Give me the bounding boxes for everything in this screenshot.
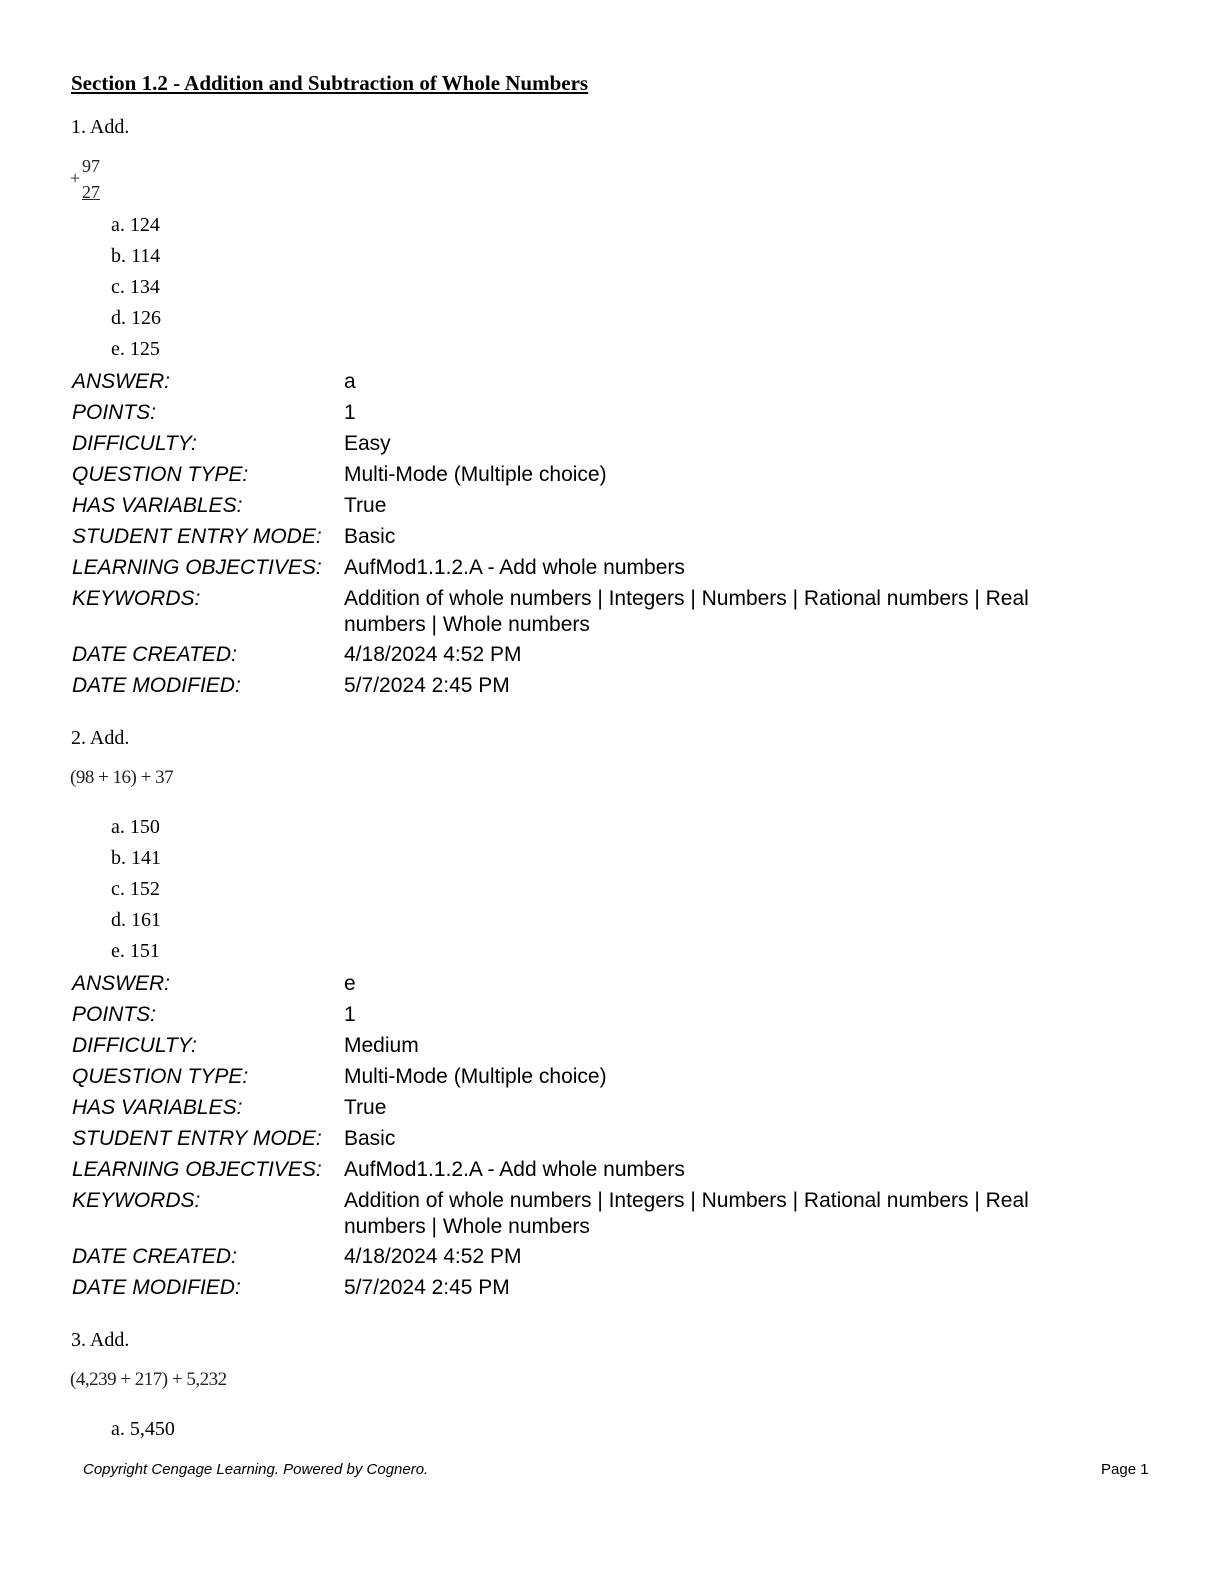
question-type-value: Multi-Mode (Multiple choice) xyxy=(344,1065,607,1088)
points-label: POINTS: xyxy=(72,401,157,424)
points-label: POINTS: xyxy=(72,1003,157,1026)
footer-page-number: Page 1 xyxy=(1101,1461,1149,1478)
answer-value: e xyxy=(344,972,356,995)
answer-label: ANSWER: xyxy=(72,370,171,393)
date-created-value: 4/18/2024 4:52 PM xyxy=(344,1245,522,1268)
question-1-choice-a: a. 124 xyxy=(111,214,160,236)
student-entry-mode-value: Basic xyxy=(344,525,396,548)
keywords-label: KEYWORDS: xyxy=(72,1189,201,1212)
question-1-choice-b: b. 114 xyxy=(111,245,161,267)
date-modified-label: DATE MODIFIED: xyxy=(72,674,241,697)
date-modified-value: 5/7/2024 2:45 PM xyxy=(344,1276,510,1299)
date-modified-value: 5/7/2024 2:45 PM xyxy=(344,674,510,697)
question-type-value: Multi-Mode (Multiple choice) xyxy=(344,463,607,486)
date-created-label: DATE CREATED: xyxy=(72,643,237,666)
has-variables-label: HAS VARIABLES: xyxy=(72,494,243,517)
plus-sign: + xyxy=(70,168,81,188)
section-title: Section 1.2 - Addition and Subtraction of Whole Numbers xyxy=(71,71,589,95)
question-1-choice-d: d. 126 xyxy=(111,307,161,329)
has-variables-value: True xyxy=(344,494,387,517)
answer-value: a xyxy=(344,370,356,393)
question-2-expression: (98 + 16) + 37 xyxy=(70,767,174,788)
date-modified-label: DATE MODIFIED: xyxy=(72,1276,241,1299)
addend-top: 97 xyxy=(82,156,100,176)
question-2-choice-a: a. 150 xyxy=(111,816,160,838)
question-2-title: 2. Add. xyxy=(71,727,130,749)
question-1-title: 1. Add. xyxy=(71,116,130,138)
date-created-label: DATE CREATED: xyxy=(72,1245,237,1268)
question-3-title: 3. Add. xyxy=(71,1329,130,1351)
learning-objectives-value: AufMod1.1.2.A - Add whole numbers xyxy=(344,556,685,579)
question-type-label: QUESTION TYPE: xyxy=(72,1065,249,1088)
question-2-choice-c: c. 152 xyxy=(111,878,160,900)
footer-copyright: Copyright Cengage Learning. Powered by Cognero. xyxy=(83,1461,429,1478)
keywords-label: KEYWORDS: xyxy=(72,587,201,610)
learning-objectives-label: LEARNING OBJECTIVES: xyxy=(72,556,322,579)
learning-objectives-label: LEARNING OBJECTIVES: xyxy=(72,1158,322,1181)
has-variables-label: HAS VARIABLES: xyxy=(72,1096,243,1119)
addend-bottom: 27 xyxy=(82,182,100,202)
points-value: 1 xyxy=(344,401,356,424)
question-2-choice-b: b. 141 xyxy=(111,847,161,869)
difficulty-value: Medium xyxy=(344,1034,419,1057)
question-3-choice-a: a. 5,450 xyxy=(111,1418,175,1440)
keywords-value: Addition of whole numbers | Integers | Numbers | Rational numbers | Real numbers | Whole numbers xyxy=(344,587,1029,636)
student-entry-mode-value: Basic xyxy=(344,1127,396,1150)
question-3-expression: (4,239 + 217) + 5,232 xyxy=(70,1369,227,1390)
question-1-choice-c: c. 134 xyxy=(111,276,160,298)
student-entry-mode-label: STUDENT ENTRY MODE: xyxy=(72,525,322,548)
points-value: 1 xyxy=(344,1003,356,1026)
question-type-label: QUESTION TYPE: xyxy=(72,463,249,486)
question-2-choice-e: e. 151 xyxy=(111,940,160,962)
student-entry-mode-label: STUDENT ENTRY MODE: xyxy=(72,1127,322,1150)
keywords-value: Addition of whole numbers | Integers | Numbers | Rational numbers | Real numbers | Whole numbers xyxy=(344,1189,1029,1238)
date-created-value: 4/18/2024 4:52 PM xyxy=(344,643,522,666)
learning-objectives-value: AufMod1.1.2.A - Add whole numbers xyxy=(344,1158,685,1181)
difficulty-label: DIFFICULTY: xyxy=(72,432,197,455)
has-variables-value: True xyxy=(344,1096,387,1119)
question-1-choice-e: e. 125 xyxy=(111,338,160,360)
question-2-choice-d: d. 161 xyxy=(111,909,161,931)
answer-label: ANSWER: xyxy=(72,972,171,995)
difficulty-label: DIFFICULTY: xyxy=(72,1034,197,1057)
question-1-vertical-addition xyxy=(70,156,110,208)
difficulty-value: Easy xyxy=(344,432,391,455)
